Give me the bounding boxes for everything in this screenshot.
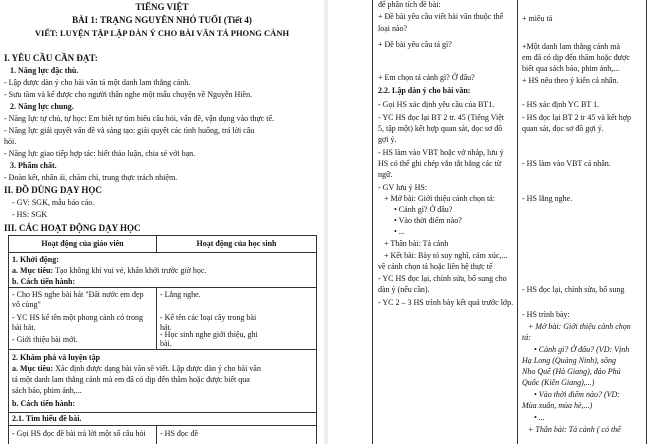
- goal-text: sách báo, phim ảnh,...: [12, 386, 82, 395]
- table-row-divider: [8, 287, 316, 288]
- table-border-right: [646, 0, 647, 444]
- goal-text: Tạo không khí vui vẻ, khấn khởi trước giờ học.: [54, 266, 207, 275]
- teacher-step: + Đề bài yêu cầu viết bài văn thuộc thể: [378, 12, 504, 21]
- goal-text: tả một danh lam thắng cảnh mà em đã có dịp đến thăm hoặc được biết qua: [12, 375, 250, 384]
- teacher-step: + Mở bài: Giới thiệu cảnh chọn tả:: [384, 194, 495, 203]
- teacher-step: - HS làm vào VBT hoặc vở nháp, lưu ý: [378, 148, 504, 157]
- student-step: +Một danh lam thắng cảnh mà: [522, 42, 621, 51]
- text-line: - Sưu tầm và kể được cho người thân nghe một mẩu chuyện về Nguyễn Hiền.: [4, 90, 253, 99]
- student-step: hát.: [160, 323, 172, 332]
- student-step: Mùa xuân, mùa hè,...): [522, 401, 593, 410]
- goal-text: Xác định được dạng bài văn sẽ viết. Lập được dàn ý cho bài văn: [55, 364, 261, 373]
- teacher-step: dàn ý (nếu cần).: [378, 285, 430, 294]
- text-line: - GV: SGK, mẫu báo cáo.: [12, 198, 95, 207]
- student-step: - HS lắng nghe.: [522, 194, 573, 203]
- text-line: hỏi.: [4, 137, 17, 146]
- goal-label: a. Mục tiêu:: [12, 364, 54, 373]
- subsection-3-title: 3. Phẩm chất.: [10, 161, 57, 170]
- teacher-step: - YC HS kể tên một phong cảnh có trong: [12, 313, 144, 322]
- lesson-title: BÀI 1: TRẠNG NGUYÊN NHỎ TUỔI (Tiết 4): [72, 15, 252, 25]
- table-col-divider: [156, 425, 157, 444]
- teacher-step: - Cho HS nghe bài hát "Đất nước em đẹp: [12, 290, 144, 299]
- left-page: [0, 0, 324, 444]
- subsection-1-title: 1. Năng lực đặc thù.: [10, 66, 79, 75]
- table-border-left: [372, 0, 373, 444]
- teacher-step: + Kết bài: Bày tỏ suy nghĩ, cảm xúc,...: [384, 251, 508, 260]
- teacher-step: HS có thể ghi chép vắn tắt bằng các từ: [378, 159, 502, 168]
- student-step: - Học sinh nghe giới thiệu, ghi: [160, 330, 258, 339]
- student-step: - HS đọc đề: [160, 429, 198, 438]
- student-step: + HS nêu theo ý kiến cá nhân.: [522, 76, 619, 85]
- teacher-step: - Gọi HS xác định yêu cầu của BT1.: [378, 100, 495, 109]
- section-1-title: I. YÊU CẦU CẦN ĐẠT:: [4, 53, 98, 63]
- student-step: • Vào thời điểm nào? (VD:: [534, 390, 620, 399]
- activity-2-title: 2. Khám phá và luyện tập: [12, 353, 101, 362]
- table-row-divider: [8, 349, 316, 350]
- table-border-top: [8, 235, 316, 236]
- text-line: - HS: SGK: [12, 210, 48, 219]
- section-2-title: II. ĐỒ DÙNG DẠY HỌC: [4, 185, 102, 195]
- student-step: + Thân bài: Tả cảnh ( có thể: [528, 425, 621, 434]
- teacher-step: - GV lưu ý HS:: [378, 183, 428, 192]
- lesson-subtitle: VIẾT: LUYỆN TẬP LẬP DÀN Ý CHO BÀI VĂN TẢ PHONG CẢNH: [34, 28, 290, 38]
- section-3-title: III. CÁC HOẠT ĐỘNG DẠY HỌC: [4, 223, 141, 233]
- table-col-divider: [156, 287, 157, 349]
- teacher-step: - Gọi HS đọc đề bài trả lời một số câu hỏi: [12, 429, 146, 438]
- teacher-step: • Cảnh gì? Ở đâu?: [394, 205, 453, 214]
- student-step: - Kể tên các loại cây trong bài: [160, 313, 257, 322]
- student-step: Hạ Long (Quảng Ninh), sông: [522, 356, 617, 365]
- text-line: - Lập được dàn ý cho bài văn tả một danh lam thắng cảnh.: [4, 78, 191, 87]
- teacher-step: • ...: [394, 227, 405, 236]
- text-line: - Năng lực tự chủ, tự học: Em biết tự tìm hiểu câu hỏi, vấn đề, vận dụng vào thực tế.: [4, 114, 275, 123]
- student-step: + Mở bài: Giới thiệu cảnh chọn: [528, 322, 631, 331]
- table-border-right: [316, 235, 317, 444]
- method-label: b. Cách tiến hành:: [12, 277, 76, 286]
- subsection-2-title: 2. Năng lực chung.: [10, 102, 74, 111]
- student-step: - Lắng nghe.: [160, 290, 201, 299]
- teacher-step: + Thân bài: Tả cảnh: [384, 239, 449, 248]
- student-step: biết qua sách báo, phim ảnh,...: [522, 64, 620, 73]
- subject-title: TIẾNG VIỆT: [135, 2, 189, 12]
- column-header-teacher: Hoạt động của giáo viên: [41, 239, 124, 248]
- student-step: quan sát, đọc sơ đồ gợi ý.: [522, 124, 604, 133]
- column-header-student: Hoạt động của học sinh: [196, 239, 277, 248]
- student-step: - HS làm vào VBT cá nhân.: [522, 159, 611, 168]
- teacher-step: • Vào thời điểm nào?: [394, 216, 462, 225]
- teacher-step: + Đề bài yêu cầu tả gì?: [378, 40, 452, 49]
- student-step: - HS đọc lại BT 2 tr 45 và kết hợp: [522, 113, 631, 122]
- teacher-step: - Giới thiệu bài mới.: [12, 335, 78, 344]
- subsection-title: 2.1. Tìm hiểu đề bài.: [12, 414, 82, 423]
- teacher-step: để phân tích đề bài:: [378, 0, 441, 9]
- student-step: tả:: [522, 333, 531, 342]
- teacher-step: loại nào?: [378, 24, 408, 33]
- student-step: bài.: [160, 339, 172, 348]
- teacher-step: 5, tập một) kết hợp quan sát, đọc sơ đồ: [378, 124, 503, 133]
- text-line: - Đoàn kết, nhân ái, chăm chỉ, trung thực trách nhiệm.: [4, 173, 178, 182]
- student-step: - HS xác định YC BT 1.: [522, 100, 600, 109]
- text-line: - Năng lực giao tiếp hợp tác: biết thảo luận, chia sẻ với bạn.: [4, 149, 196, 158]
- subsection-title: 2.2. Lập dàn ý cho bài văn:: [378, 86, 471, 95]
- table-row-divider: [8, 425, 316, 426]
- text-line: - Năng lực giải quyết vấn đề và sáng tạo: giải quyết các tình huống, trả lời câu: [4, 126, 255, 135]
- student-step: - HS đọc lại, chỉnh sửa, bổ sung: [522, 285, 625, 294]
- table-row-divider: [8, 252, 316, 253]
- student-step: - HS trình bày:: [522, 310, 570, 319]
- teacher-step: gợi ý.: [378, 135, 397, 144]
- student-step: • Cảnh gì? Ở đâu? (VD: Vịnh: [534, 345, 630, 354]
- teacher-step: vô cùng": [12, 300, 41, 309]
- table-col-divider: [517, 0, 518, 444]
- goal-label: a. Mục tiêu:: [12, 266, 54, 275]
- student-step: + miêu tả: [522, 14, 553, 23]
- student-step: • ...: [534, 413, 545, 422]
- student-step: em đã có dịp đến thăm hoặc được: [522, 53, 630, 62]
- right-page: [328, 0, 650, 444]
- table-row-divider: [8, 412, 316, 413]
- teacher-step: - YC 2 – 3 HS trình bày kết quả trước lớp.: [378, 298, 514, 307]
- teacher-step: - YC HS đọc lại BT 2 tr. 45 (Tiếng Việt: [378, 113, 504, 122]
- teacher-step: - YC HS đọc lại, chỉnh sửa, bổ sung cho: [378, 274, 507, 283]
- activity-1-title: 1. Khởi động:: [12, 255, 59, 264]
- student-step: Quốc (Kiên Giang),...): [522, 378, 595, 387]
- method-label: b. Cách tiến hành:: [12, 399, 76, 408]
- teacher-step: ngữ.: [378, 170, 393, 179]
- teacher-step: về cảnh chọn tả hoặc liên hệ thực tế: [378, 262, 493, 271]
- teacher-step: bài hát.: [12, 323, 36, 332]
- student-step: Nho Quế (Hà Giang), đảo Phú: [522, 367, 621, 376]
- teacher-step: + Em chọn tả cảnh gì? Ở đâu?: [378, 73, 475, 82]
